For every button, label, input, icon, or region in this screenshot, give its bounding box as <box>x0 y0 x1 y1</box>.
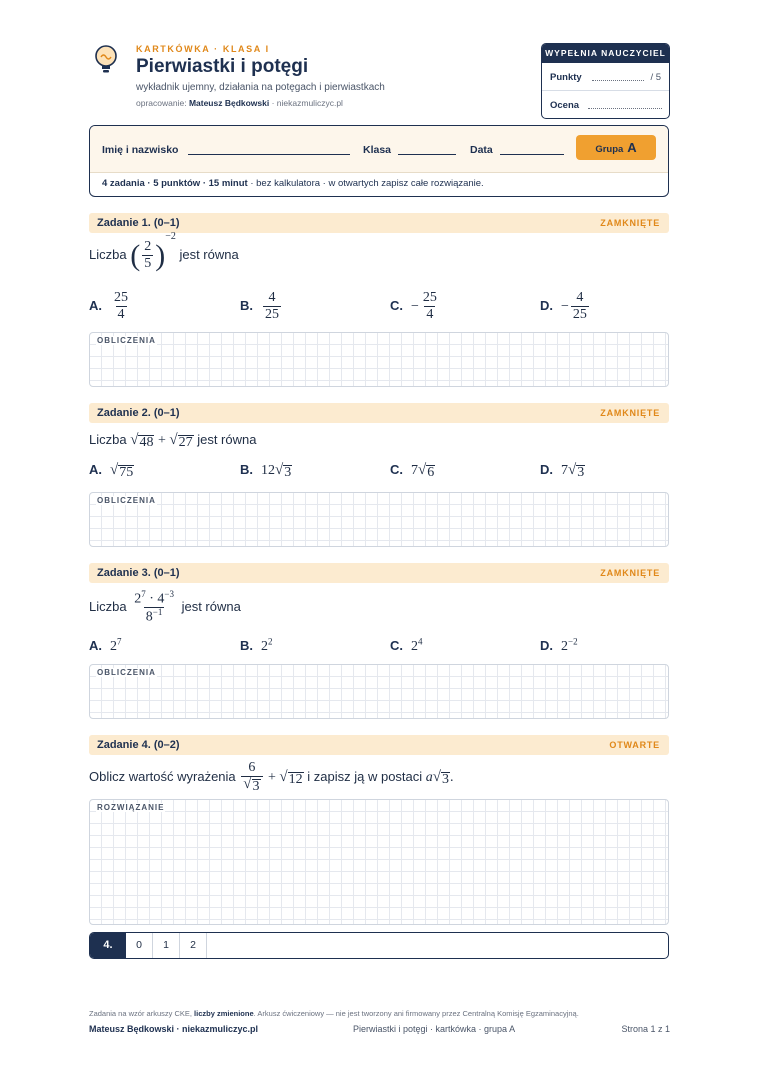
work-area-label: OBLICZENIA <box>97 668 156 677</box>
option-num: 4 <box>268 290 276 305</box>
task-1-option-a[interactable] <box>89 291 132 322</box>
task-2-option-b[interactable]: B. 12 √ 3 <box>240 462 292 480</box>
task-1-question <box>89 231 239 272</box>
expr-base-c: 8 <box>145 610 153 625</box>
option-letter: B. <box>240 637 253 653</box>
expr-base-b: 4 <box>157 591 165 607</box>
task-2-radicand-2: 27 <box>178 435 193 450</box>
class-label: Klasa <box>363 144 392 156</box>
option-den: 4 <box>426 306 434 322</box>
task-4-tag: OTWARTE <box>609 740 660 750</box>
group-letter: A <box>627 140 637 155</box>
teacher-box <box>541 43 670 119</box>
task-2-tag: ZAMKNIĘTE <box>600 408 660 418</box>
points-label: Punkty <box>550 72 582 83</box>
task-4-prompt-mid: i zapisz ją w postaci <box>307 768 423 784</box>
task-4-operator: + <box>268 769 276 785</box>
footer-author: Mateusz Będkowski · niekazmuliczyc.pl <box>89 1024 259 1034</box>
task-2-question <box>89 432 256 451</box>
task-3-prompt-start: Liczba <box>89 598 127 614</box>
test-info-rest: · bez kalkulatora · w otwartych zapisz całe rozwiązanie. <box>247 178 484 189</box>
form-end: . <box>450 769 454 785</box>
task-4-expr-den-radicand: 3 <box>252 778 260 794</box>
task-2-operator: + <box>157 433 166 448</box>
option-sign: − <box>561 298 569 314</box>
task-3-tag: ZAMKNIĘTE <box>600 568 660 578</box>
byline-prefix: opracowanie: <box>136 98 187 108</box>
task-4-expr-num: 6 <box>248 760 256 775</box>
option-num: 25 <box>114 290 128 305</box>
name-label: Imię i nazwisko <box>102 144 179 156</box>
lightbulb-logo-icon <box>92 44 120 76</box>
score-cell-1[interactable]: 1 <box>153 933 180 958</box>
task-1-expression: ( $\frac{2}{5}$ )$^{-2}$ <box>130 231 176 272</box>
task-3-prompt-end: jest równa <box>181 598 241 614</box>
option-letter: A. <box>89 637 102 653</box>
footer-note <box>89 1009 579 1018</box>
footer-note-bold: liczby zmienione <box>194 1009 254 1018</box>
task-2-title: Zadanie 2. (0–1) <box>97 407 180 419</box>
option-base: 2 <box>561 638 568 654</box>
option-radicand: 6 <box>427 465 435 480</box>
option-sign: − <box>411 298 419 314</box>
student-card <box>89 125 669 197</box>
option-num: 4 <box>576 290 584 305</box>
form-radicand: 3 <box>442 771 450 787</box>
option-coef: 12 <box>261 463 275 478</box>
points-field[interactable] <box>592 80 644 81</box>
footer-center: Pierwiastki i potęgi · kartkówka · grupa A <box>353 1024 516 1034</box>
footer-note-rest: . Arkusz ćwiczeniowy — nie jest tworzony ani firmowany przez Centralną Komisję Egzaminacyjną. <box>253 1009 579 1018</box>
option-coef: 7 <box>411 463 418 478</box>
option-radicand: 3 <box>577 465 585 480</box>
option-exp: 7 <box>117 636 122 646</box>
points-max: / 5 <box>650 72 661 83</box>
task-4-prompt-start: Oblicz wartość wyrażenia <box>89 768 236 784</box>
task-1-work-area[interactable] <box>89 332 669 387</box>
task-3-expression <box>130 589 178 625</box>
task-4-title: Zadanie 4. (0–2) <box>97 739 180 751</box>
task-2-expression: √ 48 + √ 27 <box>130 432 193 450</box>
work-area-label: OBLICZENIA <box>97 336 156 345</box>
byline <box>136 98 343 108</box>
date-label: Data <box>470 144 493 156</box>
task-1-option-c[interactable] <box>390 291 441 322</box>
task-1-prompt-end: jest równa <box>179 246 239 262</box>
option-letter: D. <box>540 462 553 477</box>
worksheet-eyebrow: KARTKÓWKA · KLASA I <box>136 44 270 54</box>
expr-exp-a: 7 <box>141 589 146 599</box>
option-den: 25 <box>572 306 587 322</box>
grade-row <box>542 90 669 118</box>
task-3-option-c[interactable] <box>390 636 423 655</box>
task-3-option-b[interactable] <box>240 636 273 655</box>
option-exp: −2 <box>568 636 578 646</box>
task-2-header <box>89 403 669 423</box>
group-badge <box>576 135 656 160</box>
student-fields <box>90 126 668 173</box>
task-1-option-d[interactable] <box>540 291 591 322</box>
solution-area-label: ROZWIĄZANIE <box>97 803 165 812</box>
task-2-option-c[interactable]: C. 7 √ 6 <box>390 462 435 480</box>
expr-exp-c: −1 <box>152 607 163 618</box>
option-num: 25 <box>422 290 437 305</box>
task-4-question <box>89 761 454 794</box>
task-1-prompt-start: Liczba <box>89 246 127 262</box>
option-letter: B. <box>240 462 253 477</box>
task-4-solution-area[interactable] <box>89 799 669 925</box>
task-4-expr-radicand: 12 <box>288 771 303 787</box>
option-letter: C. <box>390 462 403 477</box>
task-3-option-a[interactable] <box>89 636 122 655</box>
name-field[interactable] <box>188 154 350 155</box>
task-2-radicand-1: 48 <box>139 435 154 450</box>
task-2-prompt-end: jest równa <box>197 432 257 447</box>
option-den: 4 <box>117 306 125 322</box>
option-den: 25 <box>265 306 279 322</box>
task-4-target-form: a √ 3 . <box>425 768 454 787</box>
expr-dot: · <box>149 591 154 607</box>
option-letter: A. <box>89 462 102 477</box>
byline-author: Mateusz Będkowski <box>188 98 270 108</box>
task-1-expr-exp: −2 <box>165 231 176 243</box>
task-2-prompt-start: Liczba <box>89 432 127 447</box>
option-exp: 2 <box>268 636 273 646</box>
task-3-work-area[interactable] <box>89 664 669 719</box>
task-2-option-d[interactable]: D. 7 √ 3 <box>540 462 585 480</box>
option-letter: D. <box>540 637 553 653</box>
task-1-expr-den: 5 <box>144 255 152 271</box>
byline-site: · niekazmuliczyc.pl <box>269 98 343 108</box>
option-base: 2 <box>261 638 268 654</box>
task-3-option-d[interactable] <box>540 636 578 655</box>
points-row <box>542 63 669 90</box>
task-1-header <box>89 213 669 233</box>
task-2-work-area[interactable] <box>89 492 669 547</box>
date-field[interactable] <box>500 154 564 155</box>
option-letter: C. <box>390 297 403 313</box>
option-base: 2 <box>110 638 117 654</box>
option-letter: A. <box>89 297 102 313</box>
page-title: Pierwiastki i potęgi <box>136 56 309 77</box>
task-4-expression: 6 √ 3 + √ 12 <box>243 760 303 794</box>
form-variable: a <box>425 769 433 785</box>
task-1-option-b[interactable] <box>240 291 283 322</box>
class-field[interactable] <box>398 154 456 155</box>
option-radicand: 3 <box>284 465 292 480</box>
option-coef: 7 <box>561 463 568 478</box>
task-4-header <box>89 735 669 755</box>
task-3-question <box>89 590 241 625</box>
page-subtitle: wykładnik ujemny, działania na potęgach i pierwiastkach <box>136 82 385 93</box>
task-3-header <box>89 563 669 583</box>
task-1-expr-num: 2 <box>144 239 152 254</box>
task-1-title: Zadanie 1. (0–1) <box>97 217 180 229</box>
work-area-label: OBLICZENIA <box>97 496 156 505</box>
test-info-main: 4 zadania · 5 punktów · 15 minut <box>102 178 248 189</box>
expr-base-a: 2 <box>134 591 142 607</box>
teacher-box-heading: WYPEŁNIA NAUCZYCIEL <box>542 44 669 63</box>
task-4-score-row <box>89 932 669 959</box>
footer-note-prefix: Zadania na wzór arkuszy CKE, <box>89 1009 195 1018</box>
footer-page-number: Strona 1 z 1 <box>621 1024 670 1034</box>
option-letter: B. <box>240 297 253 313</box>
task-2-option-a[interactable]: A. √ 75 <box>89 462 134 480</box>
score-task-label: 4. <box>90 933 126 958</box>
option-exp: 4 <box>418 636 423 646</box>
task-1-tag: ZAMKNIĘTE <box>600 218 660 228</box>
option-letter: C. <box>390 637 403 653</box>
score-cell-0[interactable]: 0 <box>126 933 153 958</box>
expr-exp-b: −3 <box>164 589 174 599</box>
grade-field[interactable] <box>588 108 662 109</box>
test-info <box>102 178 484 189</box>
option-letter: D. <box>540 297 553 313</box>
task-3-title: Zadanie 3. (0–1) <box>97 567 180 579</box>
option-base: 2 <box>411 638 418 654</box>
group-label: Grupa <box>595 144 624 155</box>
option-radicand: 75 <box>119 465 134 480</box>
score-cell-2[interactable]: 2 <box>180 933 207 958</box>
grade-label: Ocena <box>550 100 580 111</box>
